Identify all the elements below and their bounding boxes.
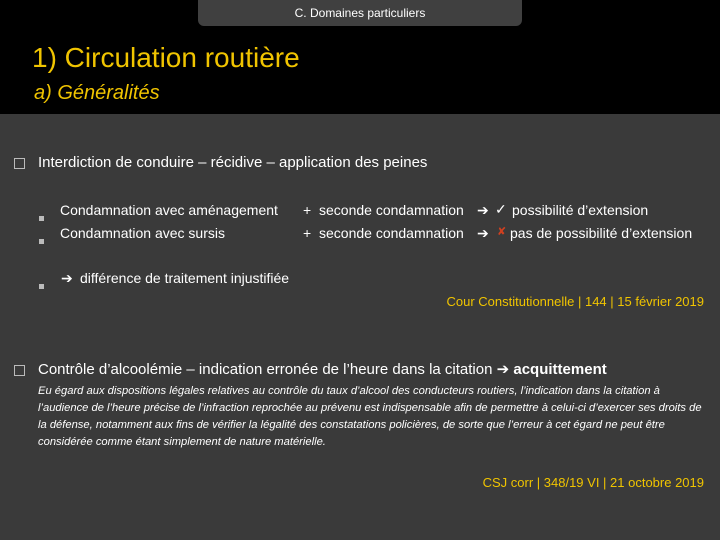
arrow-right-icon: ➔ [61,270,73,286]
row2-left: Condamnation avec sursis [60,225,225,241]
cross-icon: ✘ [497,226,507,238]
square-bullet-icon [39,231,44,249]
arrow-right-icon: ➔ [496,361,510,378]
square-bullet-icon [39,208,44,226]
row1-result: possibilité d’extension [512,202,649,218]
arrow-right-icon: ➔ [477,225,489,241]
conclusion-text: différence de traitement injustifiée [80,270,290,286]
row2-result: pas de possibilité d’extension [510,225,693,241]
slide-subtitle: a) Généralités [34,82,160,104]
checkbox-bullet-icon [14,155,25,173]
title-banner [0,0,720,114]
section-tab: C. Domaines particuliers [198,0,522,26]
slide-title: 1) Circulation routière [32,42,300,73]
reference-2: CSJ corr | 348/19 VI | 21 octobre 2019 [482,475,704,490]
square-bullet-icon [39,276,44,294]
row1-mid: seconde condamnation [319,202,464,218]
row2-op: + [303,225,312,241]
row1-op: + [303,202,312,218]
check-icon: ✓ [495,201,507,217]
checkbox-bullet-icon [14,362,25,380]
row2-mid: seconde condamnation [319,225,464,241]
court-quote: Eu égard aux dispositions légales relatives au contrôle du taux d’alcool des conducteurs routiers, l’indication dans la citation à l’audience de l’heure précise de l’infraction reprochée au prévenu est indispensable afin de permettre à celui-ci d’exercer ses droits de la défense, notamment aux fins de vérifier la légalité des constatations policières, de sorte que l’erreur à cet égard ne peut être considérée comme étant simplement de nature matérielle. [38,385,702,448]
section2-heading [38,360,607,378]
verdict-text: acquittement [513,361,607,378]
section1-heading: Interdiction de conduire – récidive – application des peines [38,154,428,171]
arrow-right-icon: ➔ [477,202,489,218]
section2-heading-text: Contrôle d’alcoolémie – indication erronée de l’heure dans la citation [38,361,493,378]
reference-1: Cour Constitutionnelle | 144 | 15 février 2019 [446,294,704,309]
row1-left: Condamnation avec aménagement [60,202,278,218]
